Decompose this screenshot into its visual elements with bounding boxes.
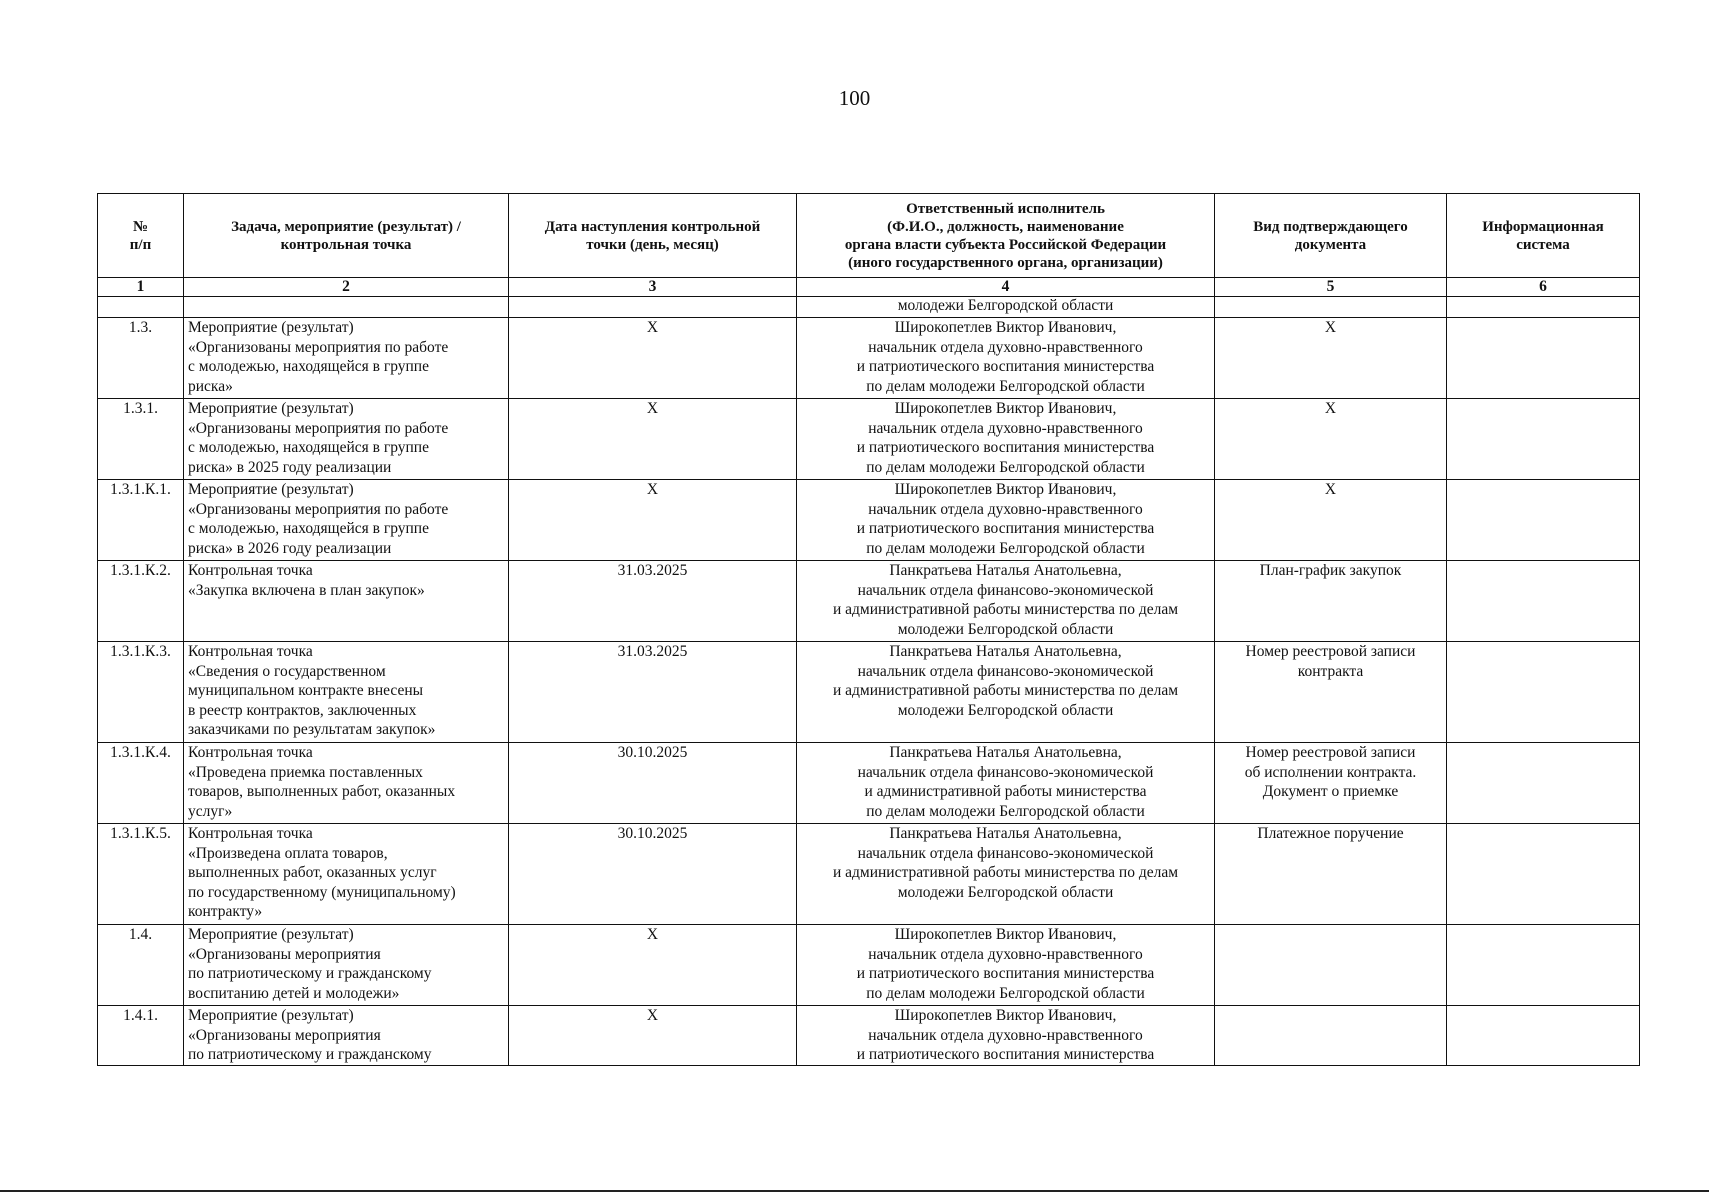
row-document: X (1215, 318, 1447, 399)
row-system (1447, 1006, 1640, 1066)
header-document: Вид подтверждающего документа (1215, 194, 1447, 278)
column-number: 3 (509, 278, 797, 297)
row-date: X (509, 480, 797, 561)
row-number: 1.3.1.К.2. (98, 561, 184, 642)
row-task: Мероприятие (результат) «Организованы мероприятия по работе с молодежью, находящейся в группе риска» в 2025 году реализации (184, 399, 509, 480)
row-task: Контрольная точка «Произведена оплата товаров, выполненных работ, оказанных услуг по государственному (муниципальному) контракту» (184, 824, 509, 925)
table-row (98, 399, 1640, 480)
row-system (1447, 642, 1640, 743)
row-system (1447, 743, 1640, 824)
table-row (98, 925, 1640, 1006)
row-number: 1.3.1.К.5. (98, 824, 184, 925)
column-numbers-row (98, 278, 1640, 297)
row-task: Контрольная точка «Проведена приемка поставленных товаров, выполненных работ, оказанных услуг» (184, 743, 509, 824)
header-task: Задача, мероприятие (результат) / контрольная точка (184, 194, 509, 278)
row-number: 1.4.1. (98, 1006, 184, 1066)
header-responsible: Ответственный исполнитель (Ф.И.О., должность, наименование органа власти субъекта Российской Федерации (иного государственного органа, организации) (797, 194, 1215, 278)
row-task: Мероприятие (результат) «Организованы мероприятия по патриотическому и гражданскому воспитанию детей и молодежи» (184, 925, 509, 1006)
row-date: 30.10.2025 (509, 743, 797, 824)
header-date: Дата наступления контрольной точки (день, месяц) (509, 194, 797, 278)
row-system (1447, 297, 1640, 318)
row-responsible: Панкратьева Наталья Анатольевна, начальник отдела финансово-экономической и административной работы министерства по делам молодежи Белгородской области (797, 824, 1215, 925)
row-number: 1.3. (98, 318, 184, 399)
row-task: Контрольная точка «Закупка включена в план закупок» (184, 561, 509, 642)
row-document: Номер реестровой записи контракта (1215, 642, 1447, 743)
table-row (98, 318, 1640, 399)
row-system (1447, 399, 1640, 480)
row-number: 1.3.1.К.1. (98, 480, 184, 561)
row-number: 1.4. (98, 925, 184, 1006)
row-responsible: Широкопетлев Виктор Иванович, начальник отдела духовно-нравственного и патриотического воспитания министерства по делам молодежи Белгородской области (797, 399, 1215, 480)
row-task (184, 297, 509, 318)
row-responsible: Панкратьева Наталья Анатольевна, начальник отдела финансово-экономической и административной работы министерства по делам молодежи Белгородской области (797, 743, 1215, 824)
row-number: 1.3.1.К.3. (98, 642, 184, 743)
row-responsible: Широкопетлев Виктор Иванович, начальник отдела духовно-нравственного и патриотического воспитания министерства по делам молодежи Белгородской области (797, 318, 1215, 399)
table-row (98, 297, 1640, 318)
row-responsible: Широкопетлев Виктор Иванович, начальник отдела духовно-нравственного и патриотического воспитания министерства по делам молодежи Белгородской области (797, 925, 1215, 1006)
row-task: Контрольная точка «Сведения о государственном муниципальном контракте внесены в реестр контрактов, заключенных заказчиками по результатам закупок» (184, 642, 509, 743)
row-document: Платежное поручение (1215, 824, 1447, 925)
row-number: 1.3.1.К.4. (98, 743, 184, 824)
table-row (98, 743, 1640, 824)
row-date: X (509, 318, 797, 399)
column-number: 6 (1447, 278, 1640, 297)
column-number: 4 (797, 278, 1215, 297)
row-date: 31.03.2025 (509, 561, 797, 642)
page-bottom-edge (0, 1190, 1709, 1192)
row-task: Мероприятие (результат) «Организованы мероприятия по работе с молодежью, находящейся в группе риска» (184, 318, 509, 399)
row-system (1447, 824, 1640, 925)
table-row (98, 1006, 1640, 1066)
table-row (98, 642, 1640, 743)
table-row (98, 824, 1640, 925)
row-document: X (1215, 480, 1447, 561)
row-date: 31.03.2025 (509, 642, 797, 743)
row-system (1447, 318, 1640, 399)
control-points-table (97, 193, 1640, 1066)
column-number: 1 (98, 278, 184, 297)
row-document: X (1215, 399, 1447, 480)
header-number: № п/п (98, 194, 184, 278)
row-task: Мероприятие (результат) «Организованы мероприятия по патриотическому и гражданскому (184, 1006, 509, 1066)
row-number (98, 297, 184, 318)
row-system (1447, 561, 1640, 642)
row-document (1215, 297, 1447, 318)
row-responsible: Широкопетлев Виктор Иванович, начальник отдела духовно-нравственного и патриотического воспитания министерства по делам молодежи Белгородской области (797, 480, 1215, 561)
row-date: 30.10.2025 (509, 824, 797, 925)
row-document: Номер реестровой записи об исполнении контракта. Документ о приемке (1215, 743, 1447, 824)
row-responsible: молодежи Белгородской области (797, 297, 1215, 318)
header-system: Информационная система (1447, 194, 1640, 278)
row-task: Мероприятие (результат) «Организованы мероприятия по работе с молодежью, находящейся в группе риска» в 2026 году реализации (184, 480, 509, 561)
row-system (1447, 480, 1640, 561)
row-responsible: Панкратьева Наталья Анатольевна, начальник отдела финансово-экономической и административной работы министерства по делам молодежи Белгородской области (797, 642, 1215, 743)
row-document (1215, 1006, 1447, 1066)
table-row (98, 561, 1640, 642)
row-responsible: Панкратьева Наталья Анатольевна, начальник отдела финансово-экономической и административной работы министерства по делам молодежи Белгородской области (797, 561, 1215, 642)
row-number: 1.3.1. (98, 399, 184, 480)
row-date: X (509, 925, 797, 1006)
column-number: 5 (1215, 278, 1447, 297)
row-date (509, 297, 797, 318)
row-document (1215, 925, 1447, 1006)
page-number: 100 (838, 86, 871, 110)
header-row (98, 194, 1640, 278)
row-date: X (509, 399, 797, 480)
row-date: X (509, 1006, 797, 1066)
row-document: План-график закупок (1215, 561, 1447, 642)
column-number: 2 (184, 278, 509, 297)
table-row (98, 480, 1640, 561)
row-system (1447, 925, 1640, 1006)
row-responsible: Широкопетлев Виктор Иванович, начальник отдела духовно-нравственного и патриотического воспитания министерства (797, 1006, 1215, 1066)
